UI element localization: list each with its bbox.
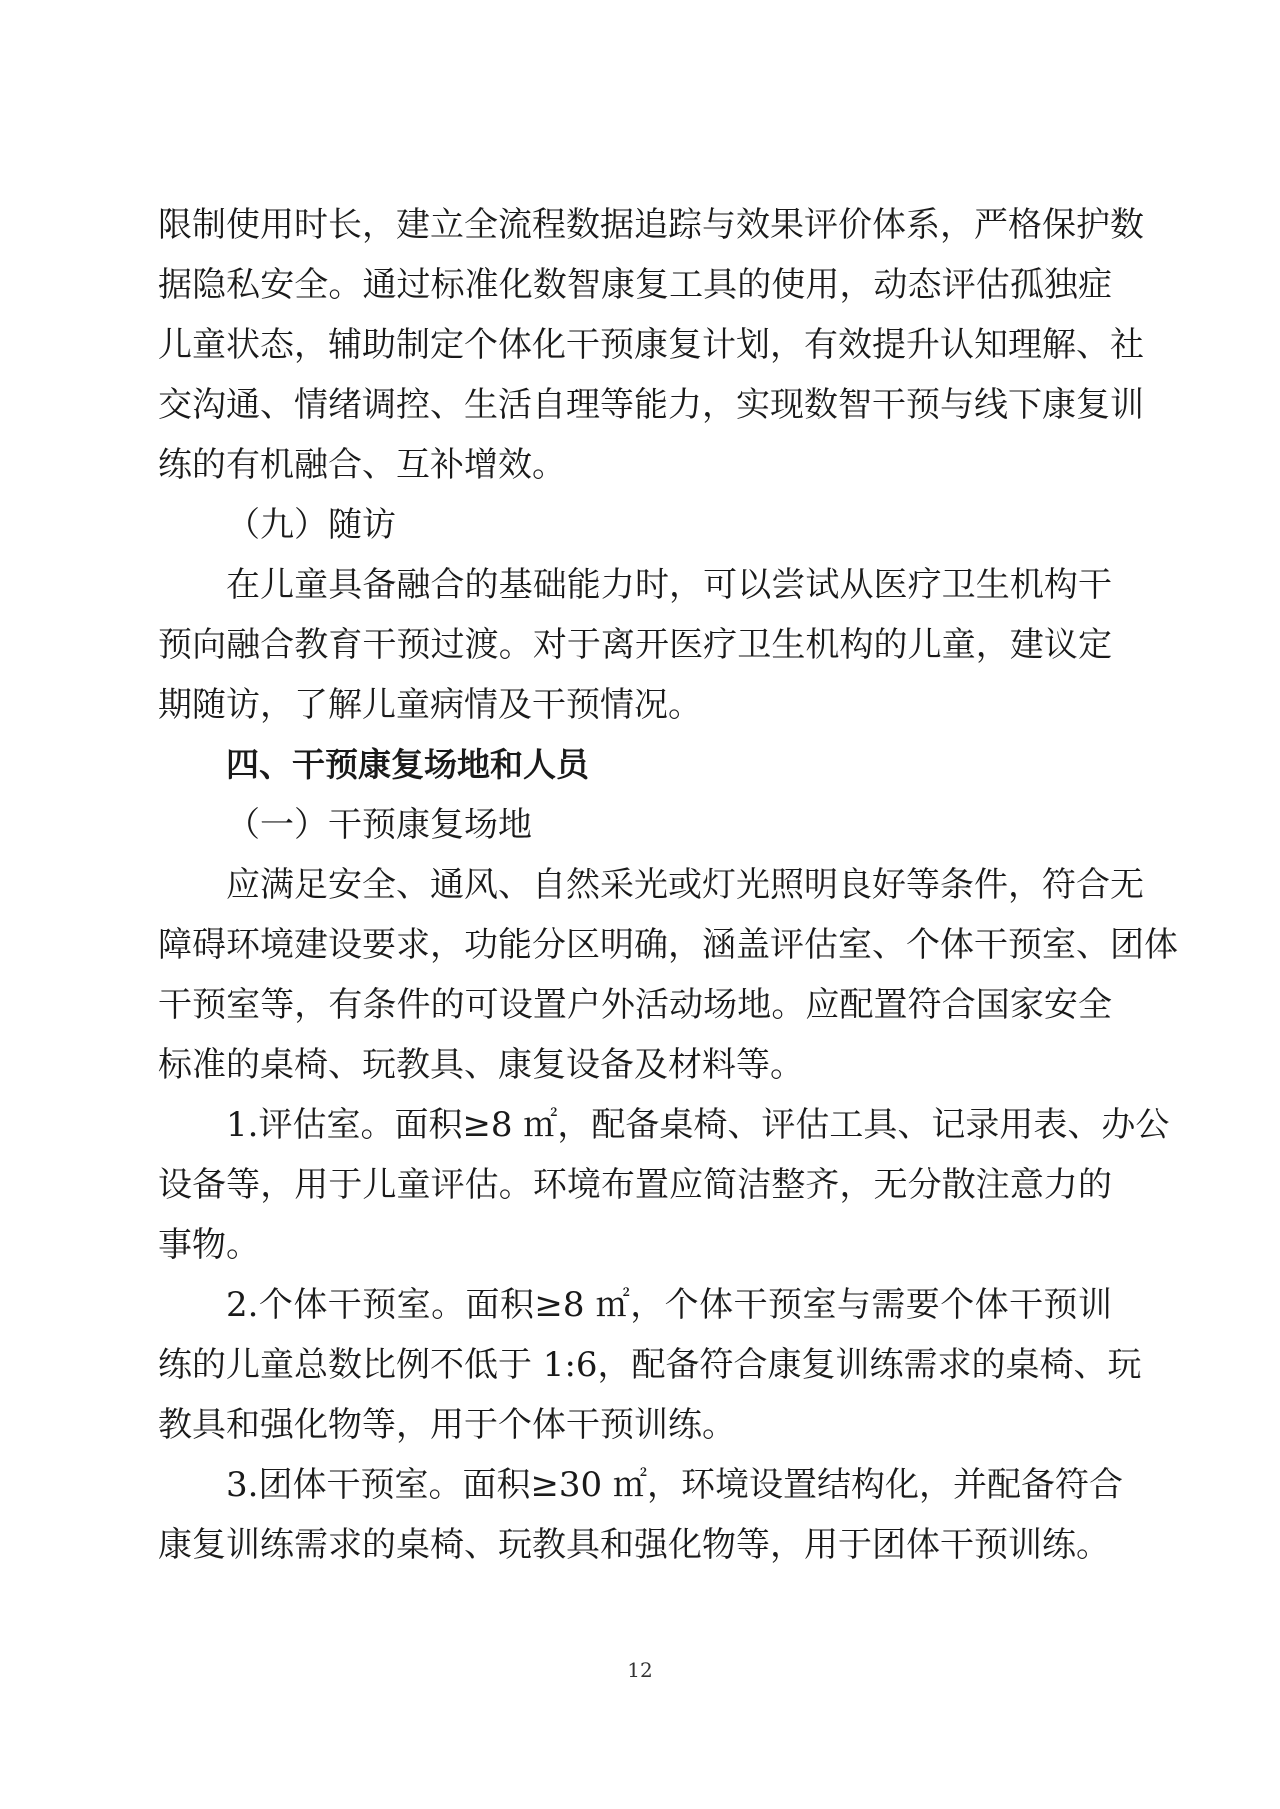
- document-body: [158, 195, 1178, 1575]
- paragraph-line: 期随访，了解儿童病情及干预情况。: [158, 685, 702, 725]
- paragraph-line: 事物。: [158, 1225, 260, 1265]
- paragraph-line: 设备等，用于儿童评估。环境布置应简洁整齐，无分散注意力的: [158, 1165, 1112, 1205]
- page-number: 12: [627, 1658, 653, 1682]
- paragraph-line: 教具和强化物等，用于个体干预训练。: [158, 1405, 736, 1445]
- paragraph-line: 据隐私安全。通过标准化数智康复工具的使用，动态评估孤独症: [158, 265, 1112, 305]
- paragraph-line: 标准的桌椅、玩教具、康复设备及材料等。: [158, 1045, 804, 1085]
- paragraph-line: 交沟通、情绪调控、生活自理等能力，实现数智干预与线下康复训: [158, 385, 1144, 425]
- paragraph-line: 障碍环境建设要求，功能分区明确，涵盖评估室、个体干预室、团体: [158, 925, 1178, 965]
- paragraph-line: 儿童状态，辅助制定个体化干预康复计划，有效提升认知理解、社: [158, 325, 1144, 365]
- paragraph-line: 限制使用时长，建立全流程数据追踪与效果评价体系，严格保护数: [158, 205, 1144, 245]
- paragraph-line: 预向融合教育干预过渡。对于离开医疗卫生机构的儿童，建议定: [158, 625, 1112, 665]
- paragraph-line: 练的有机融合、互补增效。: [158, 445, 566, 485]
- list-item-individual-room: 2.个体干预室。面积≥8 ㎡，个体干预室与需要个体干预训: [226, 1285, 1112, 1325]
- section-heading: 四、干预康复场地和人员: [226, 745, 589, 784]
- paragraph-line: 应满足安全、通风、自然采光或灯光照明良好等条件，符合无: [226, 865, 1144, 905]
- paragraph-line: 康复训练需求的桌椅、玩教具和强化物等，用于团体干预训练。: [158, 1525, 1110, 1565]
- paragraph-line: 干预室等，有条件的可设置户外活动场地。应配置符合国家安全: [158, 985, 1112, 1025]
- subsection-heading-followup: （九）随访: [226, 505, 396, 545]
- list-item-group-room: 3.团体干预室。面积≥30 ㎡，环境设置结构化，并配备符合: [226, 1465, 1123, 1505]
- paragraph-line: 练的儿童总数比例不低于 1:6，配备符合康复训练需求的桌椅、玩: [158, 1345, 1142, 1385]
- paragraph-line: 在儿童具备融合的基础能力时，可以尝试从医疗卫生机构干: [226, 565, 1112, 605]
- subsection-heading-venue: （一）干预康复场地: [226, 805, 532, 845]
- list-item-assessment-room: 1.评估室。面积≥8 ㎡，配备桌椅、评估工具、记录用表、办公: [226, 1105, 1170, 1145]
